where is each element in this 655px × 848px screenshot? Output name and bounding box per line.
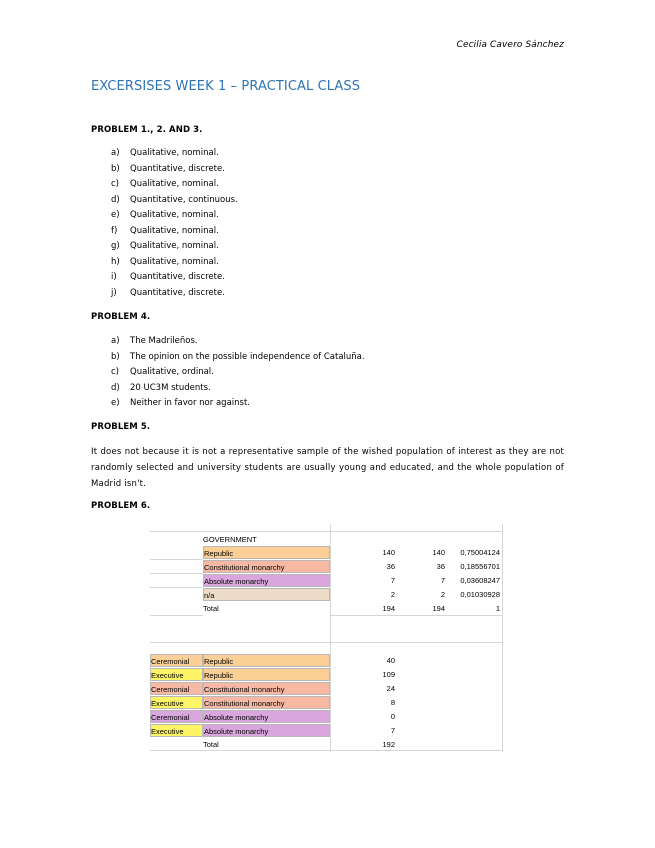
list-item-text: Quantitative, discrete. [130,287,225,298]
frequency-cell: 7 [440,576,445,585]
problem-5-heading: PROBLEM 5. [91,422,151,432]
count-cell: 0 [390,712,395,721]
list-item-label: e) [111,398,120,408]
government-label: Constitutional monarchy [203,560,330,573]
government-label: Republic [203,654,330,667]
government-label: Total [203,604,219,613]
frequency-cell: 2 [390,590,395,599]
grid-line [150,587,203,588]
list-item-label: d) [111,194,120,205]
list-item-label: g) [111,241,120,251]
list-item-text: The opinion on the possible independence of Cataluña. [130,351,365,362]
government-label: Constitutional monarchy [203,682,330,695]
frequency-cell: 36 [386,562,395,571]
list-item-label: e) [111,210,120,220]
list-item-text: Qualitative, nominal. [130,256,219,267]
author-name: Cecilia Cavero Sánchez [456,40,564,50]
list-item-label: d) [111,382,120,393]
office-type-label: Executive [150,724,203,737]
relative-frequency-cell: 1 [495,604,500,613]
government-label: Republic [203,546,330,559]
grid-line [150,531,503,532]
government-label: Republic [203,668,330,681]
grid-line [330,524,331,752]
count-cell: 109 [382,670,395,679]
list-item-label: b) [111,163,120,174]
list-item-text: Qualitative, nominal. [130,179,219,189]
grid-line [150,642,503,643]
office-type-label: Ceremonial [150,682,203,695]
office-type-label: Ceremonial [150,710,203,723]
grid-line [150,750,503,751]
document-title: EXCERSISES WEEK 1 – PRACTICAL CLASS [91,79,361,94]
list-item-text: Quantitative, discrete. [130,272,225,282]
frequency-cell: 7 [390,576,395,585]
government-label: Absolute monarchy [203,724,330,737]
list-item-text: Neither in favor nor against. [130,398,250,408]
list-item-label: b) [111,351,120,362]
relative-frequency-cell: 0,01030928 [460,590,500,599]
list-item-label: c) [111,367,119,377]
list-item-label: j) [111,287,117,298]
government-label: Absolute monarchy [203,710,330,723]
office-type-label: Executive [150,668,203,681]
list-item-label: i) [111,272,117,282]
frequency-cell: 140 [432,548,445,557]
count-cell: 40 [386,656,395,665]
relative-frequency-cell: 0,18556701 [460,562,500,571]
government-label: Total [203,740,219,749]
frequency-cell: 194 [382,604,395,613]
count-cell: 192 [382,740,395,749]
list-item-text: Qualitative, nominal. [130,148,219,158]
problem-5-answer: It does not because it is not a representative sample of the wished population of interest as they are not randomly selected and university students are usually young and educated, and the whole population of Madrid isn't. [91,447,564,489]
problem-4-heading: PROBLEM 4. [91,312,151,322]
list-item-label: c) [111,179,119,189]
government-label: Absolute monarchy [203,574,330,587]
list-item-label: f) [111,225,118,236]
grid-line [150,573,203,574]
list-item-text: Qualitative, nominal. [130,241,219,251]
frequency-cell: 36 [436,562,445,571]
list-item-text: Qualitative, nominal. [130,225,219,236]
list-item-label: a) [111,336,120,346]
relative-frequency-cell: 0,03608247 [460,576,500,585]
grid-line [150,615,203,616]
list-item-text: Quantitative, discrete. [130,163,225,174]
list-item-text: Qualitative, nominal. [130,210,219,220]
frequency-cell: 2 [440,590,445,599]
list-item-label: a) [111,148,120,158]
grid-line [330,615,503,616]
list-item-text: Qualitative, ordinal. [130,367,214,377]
frequency-cell: 140 [382,548,395,557]
count-cell: 7 [390,726,395,735]
list-item-text: Quantitative, continuous. [130,194,238,205]
grid-line [502,524,503,752]
problem-6-heading: PROBLEM 6. [91,501,151,511]
count-cell: 8 [390,698,395,707]
government-label: n/a [203,588,330,601]
table-header-government: GOVERNMENT [203,535,257,544]
problem-123-heading: PROBLEM 1., 2. AND 3. [91,125,203,135]
spreadsheet-snapshot [150,524,503,752]
list-item-text: The Madrileños. [130,336,198,346]
list-item-label: h) [111,256,120,267]
relative-frequency-cell: 0,75004124 [460,548,500,557]
count-cell: 24 [386,684,395,693]
frequency-cell: 194 [432,604,445,613]
office-type-label: Executive [150,696,203,709]
government-label: Constitutional monarchy [203,696,330,709]
grid-line [150,559,203,560]
list-item-text: 20 UC3M students. [130,382,211,393]
office-type-label: Ceremonial [150,654,203,667]
